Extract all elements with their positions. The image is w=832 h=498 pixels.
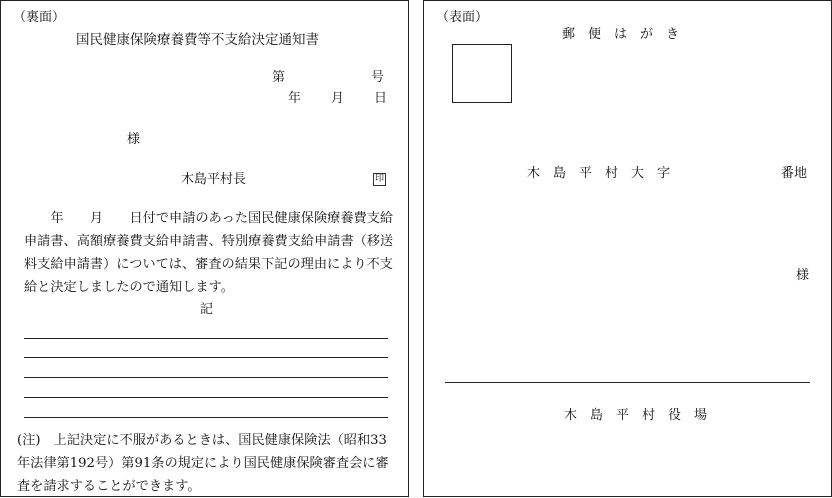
back-side-label: （裏面）	[13, 10, 66, 25]
notice-body: 年 月 日付で申請のあった国民健康保険療養費支給申請書、高額療養費支給申請書、特別療養費支給申請書（移送料支給申請書）については、審査の結果下記の理由により不支給と決定しましたので通知します。	[24, 211, 394, 295]
address-oaza: 木 島 平 村 大 字	[527, 166, 671, 181]
reason-line	[24, 357, 388, 358]
notice-title: 国民健康保険療養費等不支給決定通知書	[76, 32, 319, 48]
appeal-note: (注) 上記決定に不服があるときは、国民健康保険法（昭和33年法律第192号）第91条の規定により国民健康保険審査会に審査を請求することができます。	[17, 433, 389, 494]
address-banchi: 番地	[781, 166, 808, 181]
seal-mark: 印	[374, 174, 384, 184]
date-day: 日	[374, 91, 388, 106]
reason-line	[24, 377, 388, 378]
number-go: 号	[371, 70, 385, 85]
issuer-name: 木島平村長	[181, 172, 247, 187]
reason-line	[24, 397, 388, 398]
recipient-sama: 様	[127, 132, 141, 147]
addressee-sama: 様	[796, 268, 810, 283]
sender-name: 木 島 平 村 役 場	[564, 408, 708, 423]
date-month: 月	[331, 91, 345, 106]
ki-heading: 記	[200, 302, 214, 317]
reason-line	[24, 417, 388, 418]
number-dai: 第	[272, 70, 286, 85]
postage-stamp-box	[452, 44, 512, 103]
date-year: 年	[288, 91, 302, 106]
reason-line	[24, 338, 388, 339]
back-side-panel	[0, 0, 409, 497]
sender-divider	[445, 382, 810, 383]
front-side-label: （表面）	[436, 10, 489, 25]
postcard-title: 郵 便 は が き	[562, 27, 680, 42]
front-side-panel	[423, 0, 832, 497]
